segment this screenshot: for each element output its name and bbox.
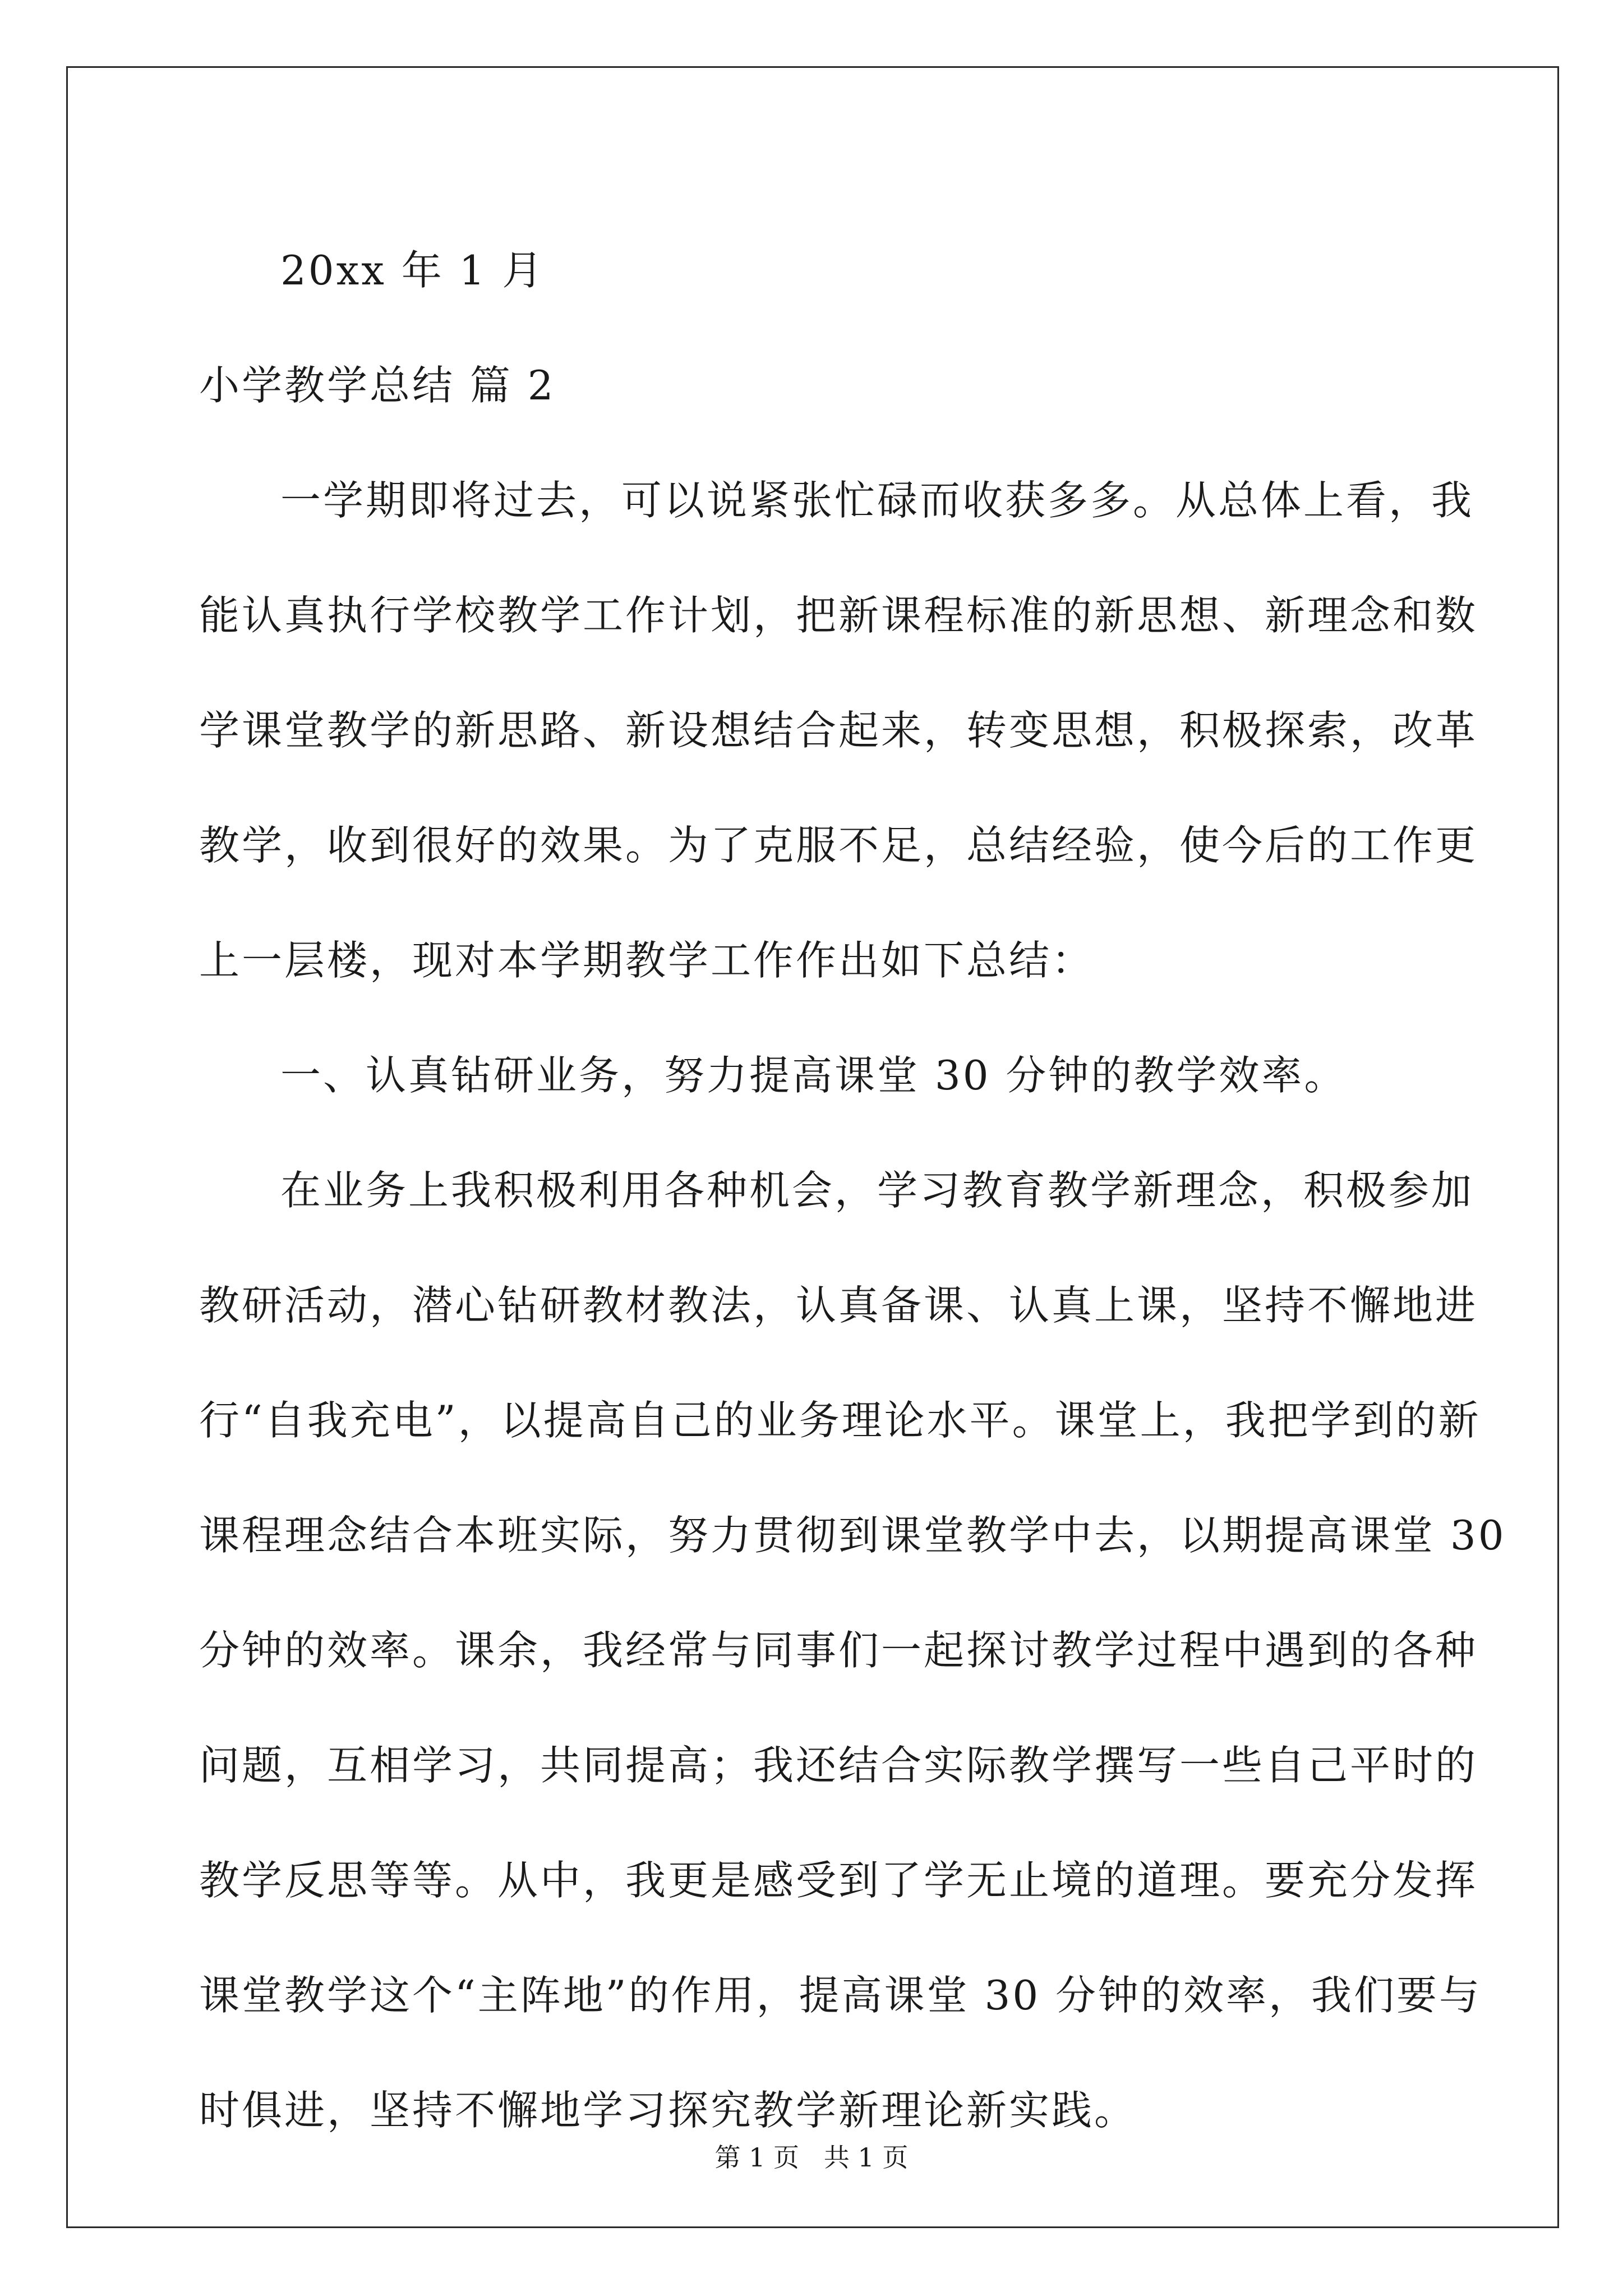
paragraph-line: 课堂教学这个“主阵地”的作用，提高课堂 30 分钟的效率，我们要与 — [199, 1972, 1482, 2019]
paragraph-line: 一学期即将过去，可以说紧张忙碌而收获多多。从总体上看，我 — [280, 477, 1474, 524]
paragraph-line: 教研活动，潜心钻研教材教法，认真备课、认真上课，坚持不懈地进 — [199, 1282, 1478, 1329]
paragraph-line: 分钟的效率。课余，我经常与同事们一起探讨教学过程中遇到的各种 — [199, 1627, 1478, 1674]
section-heading: 一、认真钻研业务，努力提高课堂 30 分钟的教学效率。 — [280, 1052, 1347, 1099]
paragraph-line: 时俱进，坚持不懈地学习探究教学新理论新实践。 — [199, 2087, 1137, 2134]
document-body — [199, 213, 1506, 2168]
paragraph-line: 教学反思等等。从中，我更是感受到了学无止境的道理。要充分发挥 — [199, 1857, 1478, 1904]
page-number-footer: 第 1 页 共 1 页 — [714, 2142, 909, 2173]
paragraph-line: 上一层楼，现对本学期教学工作作出如下总结： — [199, 937, 1095, 984]
paragraph-line: 行“自我充电”，以提高自己的业务理论水平。课堂上，我把学到的新 — [199, 1397, 1481, 1444]
section-title: 小学教学总结 篇 2 — [199, 362, 556, 409]
paragraph-line: 能认真执行学校教学工作计划，把新课程标准的新思想、新理念和数 — [199, 592, 1478, 639]
paragraph-line: 问题，互相学习，共同提高；我还结合实际教学撰写一些自己平时的 — [199, 1742, 1478, 1789]
paragraph-line: 在业务上我积极利用各种机会，学习教育教学新理念，积极参加 — [280, 1167, 1474, 1214]
paragraph-line: 教学，收到很好的效果。为了克服不足，总结经验，使今后的工作更 — [199, 822, 1478, 869]
paragraph-line: 学课堂教学的新思路、新设想结合起来，转变思想，积极探索，改革 — [199, 707, 1478, 754]
date-line: 20xx 年 1 月 — [280, 247, 545, 294]
paragraph-line: 课程理念结合本班实际，努力贯彻到课堂教学中去，以期提高课堂 30 — [199, 1512, 1506, 1559]
